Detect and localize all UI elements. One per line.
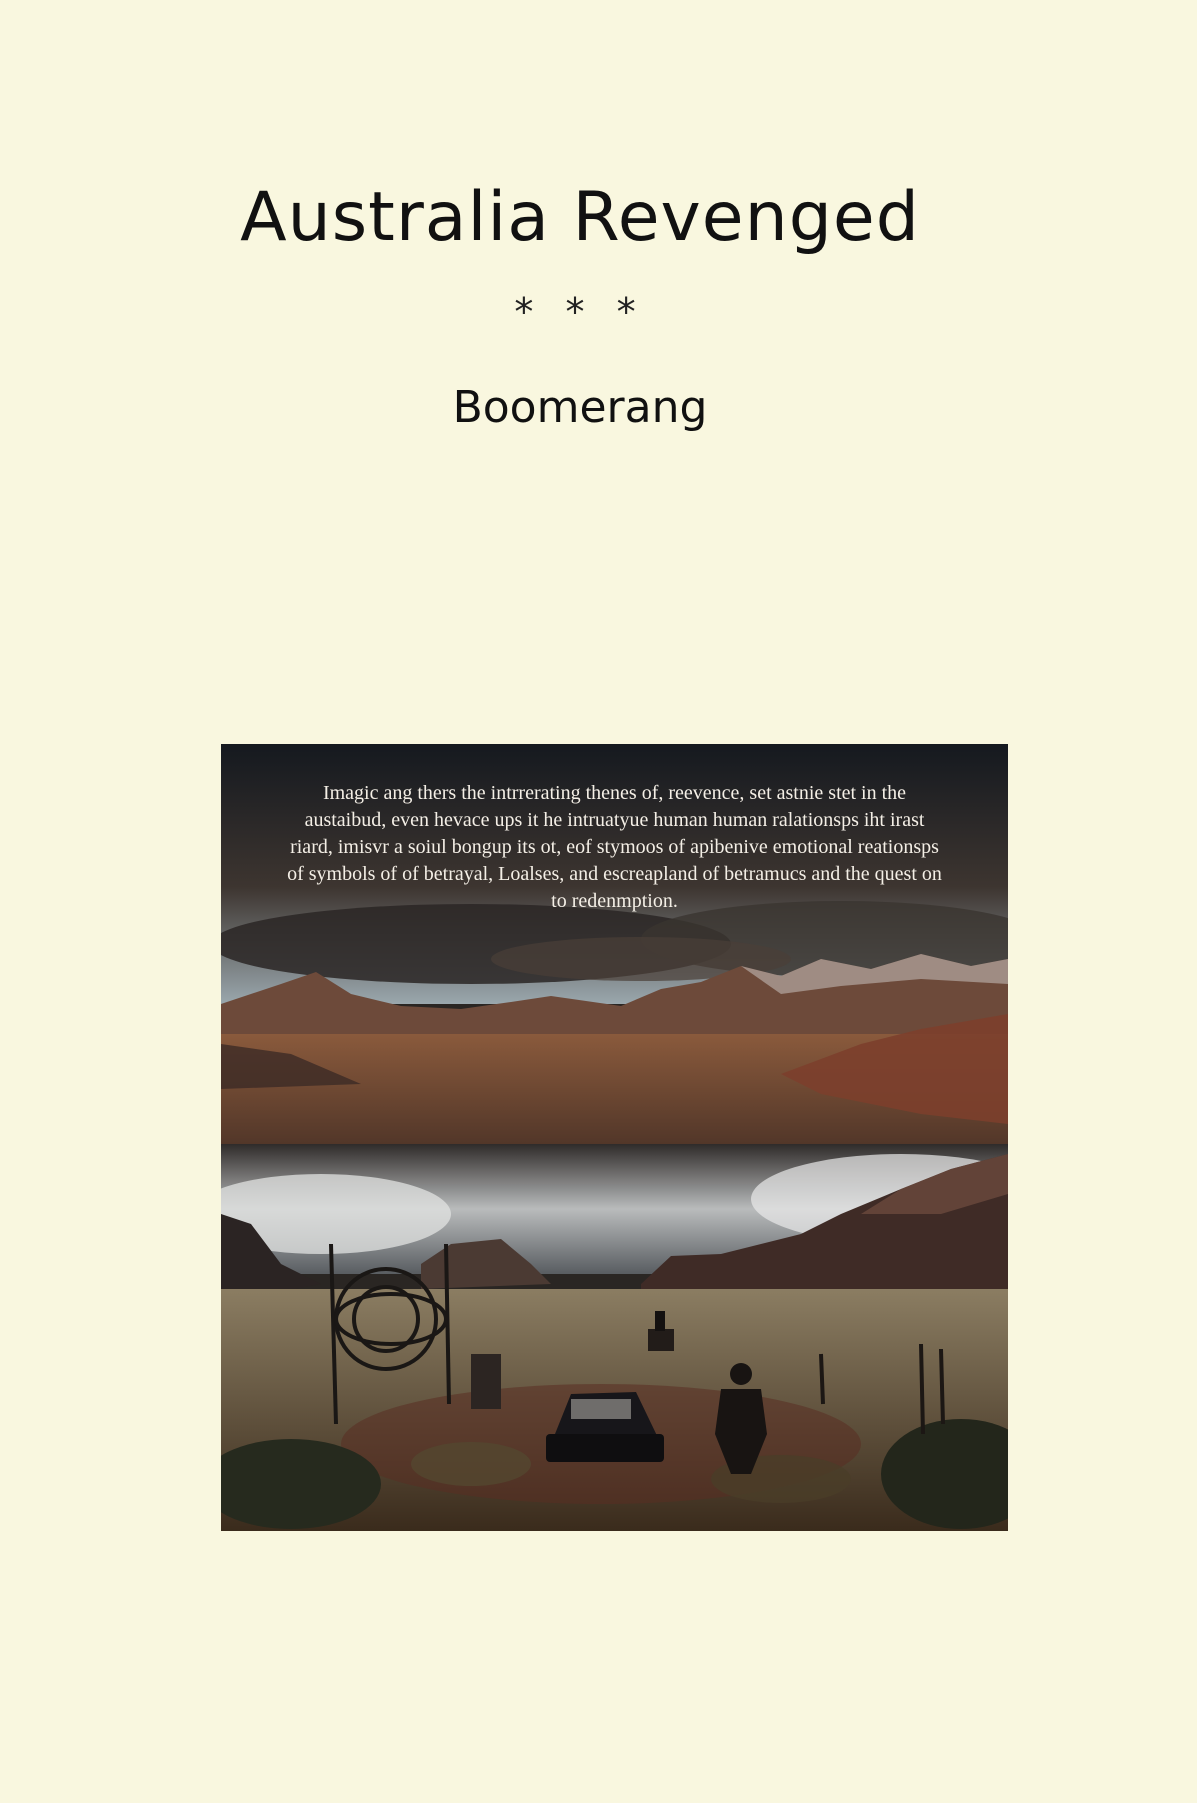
book-author: Boomerang <box>452 382 708 433</box>
blurb-line: to redenmption. <box>551 890 678 912</box>
blurb-line: riard, imisvr a soiul bongup its ot, eof stymoos of apibenive emotional reationsps <box>290 836 939 858</box>
cover-illustration <box>221 744 1008 1531</box>
title-divider: * * * <box>514 290 646 334</box>
blurb-line: Imagic ang thers the intrrerating thenes of, reevence, set astnie stet in the <box>322 782 907 804</box>
cover-blurb <box>221 780 1008 915</box>
blurb-line: austaibud, even hevace ups it he intruatyue human human ralationsps iht irast <box>304 809 925 831</box>
blurb-line: of symbols of of betrayal, Loalses, and escreapland of betramucs and the quest on <box>287 863 942 885</box>
book-title: Australia Revenged <box>240 178 920 257</box>
